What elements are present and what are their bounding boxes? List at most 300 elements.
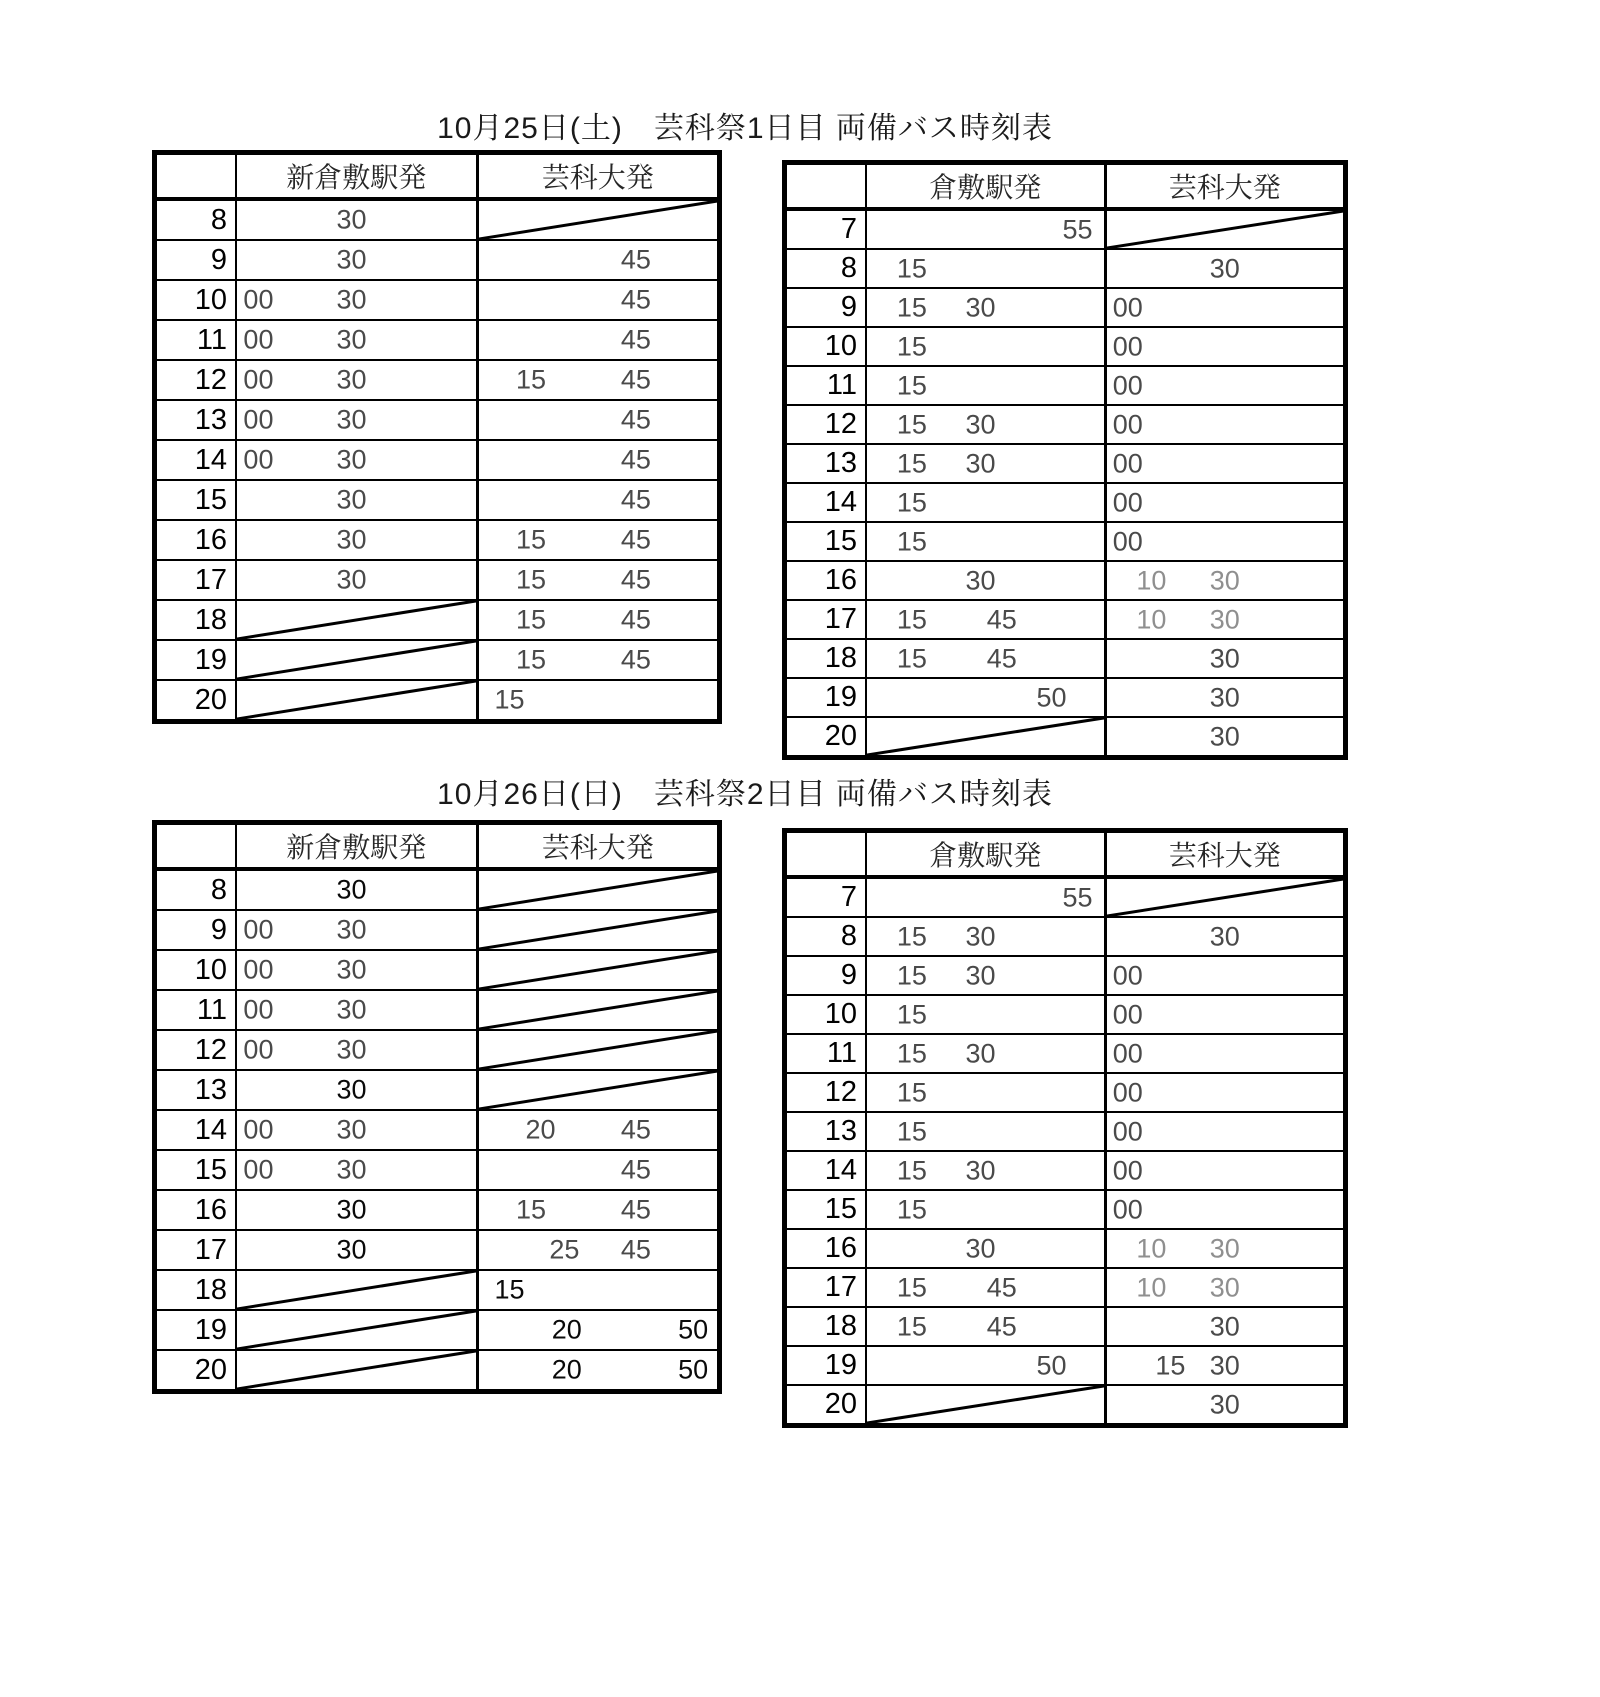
minutes-cell xyxy=(479,1111,718,1149)
no-service-diagonal xyxy=(237,601,476,639)
no-service-diagonal xyxy=(479,951,718,989)
minutes-cell xyxy=(479,441,718,479)
no-service-diagonal xyxy=(479,911,718,949)
minute-value: 30 xyxy=(336,404,367,435)
hour-cell: 20 xyxy=(157,681,237,719)
minute-value: 30 xyxy=(965,921,996,951)
minutes-cell xyxy=(867,562,1107,599)
table-row xyxy=(787,679,1343,718)
table-row xyxy=(157,1231,717,1271)
minute-value: 20 xyxy=(551,1354,582,1385)
minutes-cell xyxy=(479,1031,718,1069)
table-row xyxy=(157,241,717,281)
minute-value: 15 xyxy=(515,604,546,635)
minute-value: 30 xyxy=(336,364,367,395)
hour-cell: 9 xyxy=(157,911,237,949)
minute-value: 30 xyxy=(336,284,367,315)
minutes-cell xyxy=(1107,562,1344,599)
minutes-cell xyxy=(237,1271,479,1309)
table-row xyxy=(787,562,1343,601)
minute-value: 15 xyxy=(515,564,546,595)
hour-cell: 12 xyxy=(157,361,237,399)
table-row xyxy=(787,1386,1343,1423)
minutes-cell xyxy=(1107,1152,1344,1189)
table-row xyxy=(157,1031,717,1071)
minute-value: 45 xyxy=(986,604,1017,634)
no-service-diagonal xyxy=(237,681,476,719)
minutes-cell xyxy=(1107,957,1344,994)
hour-cell: 11 xyxy=(787,367,867,404)
no-service-diagonal xyxy=(867,718,1104,755)
table-row xyxy=(787,718,1343,755)
minute-value: 30 xyxy=(965,960,996,990)
minutes-cell xyxy=(237,321,479,359)
minutes-cell xyxy=(237,521,479,559)
no-service-diagonal xyxy=(479,1071,718,1109)
table-row xyxy=(787,406,1343,445)
table-row xyxy=(157,871,717,911)
minute-value: 55 xyxy=(1062,882,1093,912)
hour-cell: 10 xyxy=(157,281,237,319)
minutes-cell xyxy=(479,1071,718,1109)
minute-value: 10 xyxy=(1136,604,1167,634)
minute-value: 00 xyxy=(1112,370,1143,400)
minutes-cell xyxy=(867,1347,1107,1384)
minute-value: 15 xyxy=(896,331,927,361)
minutes-cell xyxy=(867,1152,1107,1189)
minute-value: 30 xyxy=(336,1034,367,1065)
minute-value: 45 xyxy=(620,1154,651,1185)
minutes-cell xyxy=(237,951,479,989)
minutes-cell xyxy=(867,523,1107,560)
minute-value: 30 xyxy=(1209,682,1240,712)
minute-value: 00 xyxy=(243,1114,274,1145)
minute-value: 30 xyxy=(965,565,996,595)
hour-cell: 8 xyxy=(787,918,867,955)
minutes-cell xyxy=(479,1151,718,1189)
table-row xyxy=(157,601,717,641)
minute-value: 30 xyxy=(1209,565,1240,595)
hour-cell: 10 xyxy=(787,328,867,365)
minute-value: 15 xyxy=(896,921,927,951)
minutes-cell xyxy=(237,871,479,909)
hour-cell: 17 xyxy=(787,1269,867,1306)
table-row xyxy=(787,918,1343,957)
minute-value: 30 xyxy=(336,444,367,475)
minute-value: 30 xyxy=(336,484,367,515)
minute-value: 15 xyxy=(896,1272,927,1302)
minute-value: 30 xyxy=(965,409,996,439)
minute-value: 10 xyxy=(1136,1233,1167,1263)
minute-value: 15 xyxy=(896,1311,927,1341)
hour-cell: 8 xyxy=(157,871,237,909)
minutes-cell xyxy=(867,1308,1107,1345)
table-row xyxy=(787,957,1343,996)
minute-value: 00 xyxy=(243,1154,274,1185)
hour-cell: 20 xyxy=(157,1351,237,1389)
minutes-cell xyxy=(1107,289,1344,326)
minutes-cell xyxy=(479,401,718,439)
minute-value: 45 xyxy=(620,1194,651,1225)
corner-header-cell xyxy=(787,165,867,207)
minutes-cell xyxy=(237,681,479,719)
table-row xyxy=(157,681,717,719)
minutes-cell xyxy=(237,281,479,319)
table-row xyxy=(157,521,717,561)
minute-value: 00 xyxy=(1112,448,1143,478)
minutes-cell xyxy=(867,957,1107,994)
table-row xyxy=(157,361,717,401)
minutes-cell xyxy=(479,201,718,239)
hour-cell: 16 xyxy=(157,1191,237,1229)
minute-value: 15 xyxy=(494,1274,525,1305)
hour-cell: 8 xyxy=(787,250,867,287)
minutes-cell xyxy=(867,918,1107,955)
no-service-diagonal xyxy=(237,1351,476,1389)
minute-value: 30 xyxy=(1209,1350,1240,1380)
minute-value: 50 xyxy=(678,1354,709,1385)
minutes-cell xyxy=(479,561,718,599)
minute-value: 45 xyxy=(620,364,651,395)
hour-cell: 15 xyxy=(157,481,237,519)
minutes-cell xyxy=(1107,406,1344,443)
minute-value: 50 xyxy=(1036,1350,1067,1380)
minutes-cell xyxy=(1107,1386,1344,1423)
minute-value: 00 xyxy=(243,284,274,315)
table-sun-kurashiki xyxy=(782,828,1348,1428)
table-row xyxy=(787,1152,1343,1191)
minutes-cell xyxy=(237,1351,479,1389)
minute-value: 30 xyxy=(336,954,367,985)
minutes-cell xyxy=(1107,250,1344,287)
minute-value: 15 xyxy=(896,409,927,439)
minute-value: 00 xyxy=(243,444,274,475)
minute-value: 15 xyxy=(896,526,927,556)
hour-cell: 19 xyxy=(157,1311,237,1349)
minute-value: 10 xyxy=(1136,565,1167,595)
hour-cell: 20 xyxy=(787,1386,867,1423)
minute-value: 30 xyxy=(336,1194,367,1225)
minute-value: 30 xyxy=(336,1114,367,1145)
station-header-cell: 倉敷駅発 xyxy=(867,165,1107,207)
header-row xyxy=(157,155,717,201)
minute-value: 15 xyxy=(896,487,927,517)
minutes-cell xyxy=(237,1191,479,1229)
minute-value: 15 xyxy=(896,253,927,283)
hour-cell: 19 xyxy=(157,641,237,679)
minutes-cell xyxy=(1107,367,1344,404)
minute-value: 30 xyxy=(336,874,367,905)
table-row xyxy=(157,281,717,321)
minute-value: 30 xyxy=(965,292,996,322)
minute-value: 45 xyxy=(620,404,651,435)
minute-value: 45 xyxy=(620,1234,651,1265)
hour-cell: 14 xyxy=(787,484,867,521)
minute-value: 45 xyxy=(620,484,651,515)
minute-value: 15 xyxy=(896,292,927,322)
minute-value: 15 xyxy=(515,644,546,675)
minutes-cell xyxy=(867,601,1107,638)
minute-value: 00 xyxy=(1112,409,1143,439)
minutes-cell xyxy=(479,1311,718,1349)
minute-value: 20 xyxy=(551,1314,582,1345)
no-service-diagonal xyxy=(237,1271,476,1309)
minutes-cell xyxy=(867,289,1107,326)
table-row xyxy=(787,1191,1343,1230)
minute-value: 45 xyxy=(986,1311,1017,1341)
minutes-cell xyxy=(1107,1035,1344,1072)
minutes-cell xyxy=(867,211,1107,248)
minute-value: 15 xyxy=(896,1155,927,1185)
minute-value: 15 xyxy=(494,684,525,715)
no-service-diagonal xyxy=(1107,211,1344,248)
minutes-cell xyxy=(479,241,718,279)
hour-cell: 18 xyxy=(157,1271,237,1309)
minute-value: 30 xyxy=(336,324,367,355)
table-row xyxy=(787,328,1343,367)
minutes-cell xyxy=(479,1351,718,1389)
table-row xyxy=(157,911,717,951)
minute-value: 30 xyxy=(1209,604,1240,634)
hour-cell: 17 xyxy=(787,601,867,638)
station-header-cell: 新倉敷駅発 xyxy=(237,155,479,197)
minutes-cell xyxy=(237,561,479,599)
minutes-cell xyxy=(867,996,1107,1033)
dest-header-cell: 芸科大発 xyxy=(1168,172,1281,203)
hour-cell: 19 xyxy=(787,679,867,716)
minutes-cell xyxy=(237,601,479,639)
timetable-title-day1: 10月25日(土) 芸科祭1日目 両備バス時刻表 xyxy=(437,112,1053,145)
hour-cell: 12 xyxy=(787,1074,867,1111)
minutes-cell xyxy=(479,681,718,719)
minute-value: 30 xyxy=(336,204,367,235)
hour-cell: 9 xyxy=(787,957,867,994)
minutes-cell xyxy=(237,1071,479,1109)
hour-cell: 16 xyxy=(157,521,237,559)
hour-cell: 11 xyxy=(157,321,237,359)
minute-value: 30 xyxy=(336,524,367,555)
header-row xyxy=(787,165,1343,211)
minute-value: 00 xyxy=(1112,292,1143,322)
minutes-cell xyxy=(237,1111,479,1149)
minute-value: 15 xyxy=(515,1194,546,1225)
station-header-cell: 倉敷駅発 xyxy=(867,833,1107,875)
minute-value: 15 xyxy=(896,370,927,400)
table-row xyxy=(157,1351,717,1389)
minute-value: 30 xyxy=(1209,921,1240,951)
minute-value: 00 xyxy=(243,1034,274,1065)
minutes-cell xyxy=(237,361,479,399)
table-row xyxy=(157,1111,717,1151)
minutes-cell xyxy=(1107,328,1344,365)
minute-value: 45 xyxy=(620,324,651,355)
table-row xyxy=(157,641,717,681)
minute-value: 15 xyxy=(896,1194,927,1224)
minutes-cell xyxy=(479,1191,718,1229)
hour-cell: 9 xyxy=(787,289,867,326)
minutes-cell xyxy=(479,871,718,909)
minute-value: 00 xyxy=(243,994,274,1025)
minute-value: 00 xyxy=(1112,1038,1143,1068)
minutes-cell xyxy=(479,1231,718,1269)
hour-cell: 15 xyxy=(787,1191,867,1228)
minutes-cell xyxy=(867,640,1107,677)
minute-value: 00 xyxy=(1112,487,1143,517)
hour-cell: 20 xyxy=(787,718,867,755)
minutes-cell xyxy=(867,718,1107,755)
minutes-cell xyxy=(237,1311,479,1349)
table-row xyxy=(787,445,1343,484)
minutes-cell xyxy=(867,445,1107,482)
minutes-cell xyxy=(1107,718,1344,755)
minute-value: 45 xyxy=(620,1114,651,1145)
table-row xyxy=(787,250,1343,289)
minutes-cell xyxy=(479,911,718,949)
table-row xyxy=(787,640,1343,679)
minute-value: 15 xyxy=(896,960,927,990)
minutes-cell xyxy=(867,484,1107,521)
no-service-diagonal xyxy=(1107,879,1344,916)
minutes-cell xyxy=(1107,523,1344,560)
minute-value: 30 xyxy=(1209,1311,1240,1341)
table-row xyxy=(787,1347,1343,1386)
no-service-diagonal xyxy=(867,1386,1104,1423)
minutes-cell xyxy=(479,521,718,559)
table-row xyxy=(157,1271,717,1311)
hour-cell: 18 xyxy=(787,1308,867,1345)
table-row xyxy=(787,879,1343,918)
minute-value: 45 xyxy=(620,444,651,475)
no-service-diagonal xyxy=(479,201,718,239)
minutes-cell xyxy=(479,951,718,989)
minute-value: 30 xyxy=(336,914,367,945)
minutes-cell xyxy=(1107,1308,1344,1345)
timetable-title-day2: 10月26日(日) 芸科祭2日目 両備バス時刻表 xyxy=(437,778,1053,811)
hour-cell: 10 xyxy=(787,996,867,1033)
minute-value: 30 xyxy=(336,1154,367,1185)
table-row xyxy=(787,289,1343,328)
minutes-cell xyxy=(479,641,718,679)
no-service-diagonal xyxy=(479,1031,718,1069)
minute-value: 45 xyxy=(620,524,651,555)
minutes-cell xyxy=(1107,879,1344,916)
minute-value: 15 xyxy=(896,1116,927,1146)
minutes-cell xyxy=(237,441,479,479)
table-row xyxy=(157,401,717,441)
hour-cell: 7 xyxy=(787,211,867,248)
minute-value: 00 xyxy=(1112,999,1143,1029)
minutes-cell xyxy=(237,1231,479,1269)
minute-value: 45 xyxy=(620,284,651,315)
minute-value: 00 xyxy=(243,404,274,435)
table-row xyxy=(787,1113,1343,1152)
minutes-cell xyxy=(1107,1191,1344,1228)
minutes-cell xyxy=(1107,996,1344,1033)
minute-value: 00 xyxy=(1112,526,1143,556)
header-row xyxy=(787,833,1343,879)
minutes-cell xyxy=(479,601,718,639)
minute-value: 10 xyxy=(1136,1272,1167,1302)
minute-value: 00 xyxy=(1112,331,1143,361)
minute-value: 00 xyxy=(1112,1077,1143,1107)
minutes-cell xyxy=(237,201,479,239)
table-row xyxy=(157,1151,717,1191)
table-sun-shinkurashiki xyxy=(152,820,722,1394)
minute-value: 15 xyxy=(896,1038,927,1068)
minutes-cell xyxy=(237,241,479,279)
no-service-diagonal xyxy=(479,871,718,909)
minutes-cell xyxy=(1107,918,1344,955)
hour-cell: 14 xyxy=(787,1152,867,1189)
minutes-cell xyxy=(237,401,479,439)
minutes-cell xyxy=(1107,601,1344,638)
hour-cell: 7 xyxy=(787,879,867,916)
minutes-cell xyxy=(479,321,718,359)
hour-cell: 9 xyxy=(157,241,237,279)
table-row xyxy=(157,991,717,1031)
minutes-cell xyxy=(237,991,479,1029)
hour-cell: 15 xyxy=(787,523,867,560)
minute-value: 45 xyxy=(620,564,651,595)
minute-value: 45 xyxy=(986,1272,1017,1302)
table-row xyxy=(157,201,717,241)
minute-value: 30 xyxy=(336,564,367,595)
dest-header-cell: 芸科大発 xyxy=(1168,840,1281,871)
minute-value: 30 xyxy=(336,994,367,1025)
hour-cell: 17 xyxy=(157,1231,237,1269)
minute-value: 00 xyxy=(1112,1155,1143,1185)
minute-value: 15 xyxy=(1155,1350,1186,1380)
table-row xyxy=(787,1269,1343,1308)
minutes-cell xyxy=(867,1035,1107,1072)
minute-value: 30 xyxy=(1209,1272,1240,1302)
minute-value: 45 xyxy=(986,643,1017,673)
table-row xyxy=(787,601,1343,640)
minutes-cell xyxy=(237,641,479,679)
minutes-cell xyxy=(479,481,718,519)
minute-value: 30 xyxy=(1209,721,1240,751)
hour-cell: 13 xyxy=(157,401,237,439)
minutes-cell xyxy=(1107,211,1344,248)
minutes-cell xyxy=(1107,1347,1344,1384)
corner-header-cell xyxy=(157,155,237,197)
minute-value: 00 xyxy=(1112,1116,1143,1146)
minute-value: 00 xyxy=(1112,960,1143,990)
hour-cell: 16 xyxy=(787,562,867,599)
minute-value: 00 xyxy=(1112,1194,1143,1224)
minute-value: 45 xyxy=(620,644,651,675)
corner-header-cell xyxy=(787,833,867,875)
minutes-cell xyxy=(479,991,718,1029)
minutes-cell xyxy=(1107,640,1344,677)
dest-header-cell: 芸科大発 xyxy=(541,162,654,193)
table-row xyxy=(157,481,717,521)
minute-value: 30 xyxy=(965,1038,996,1068)
hour-cell: 13 xyxy=(787,1113,867,1150)
minute-value: 30 xyxy=(1209,1233,1240,1263)
minute-value: 15 xyxy=(896,604,927,634)
minute-value: 30 xyxy=(965,448,996,478)
table-row xyxy=(787,1308,1343,1347)
hour-cell: 13 xyxy=(787,445,867,482)
table-row xyxy=(157,1071,717,1111)
minute-value: 15 xyxy=(515,524,546,555)
station-header-cell: 新倉敷駅発 xyxy=(237,825,479,867)
minutes-cell xyxy=(1107,445,1344,482)
minutes-cell xyxy=(867,679,1107,716)
table-row xyxy=(157,441,717,481)
minutes-cell xyxy=(237,1031,479,1069)
